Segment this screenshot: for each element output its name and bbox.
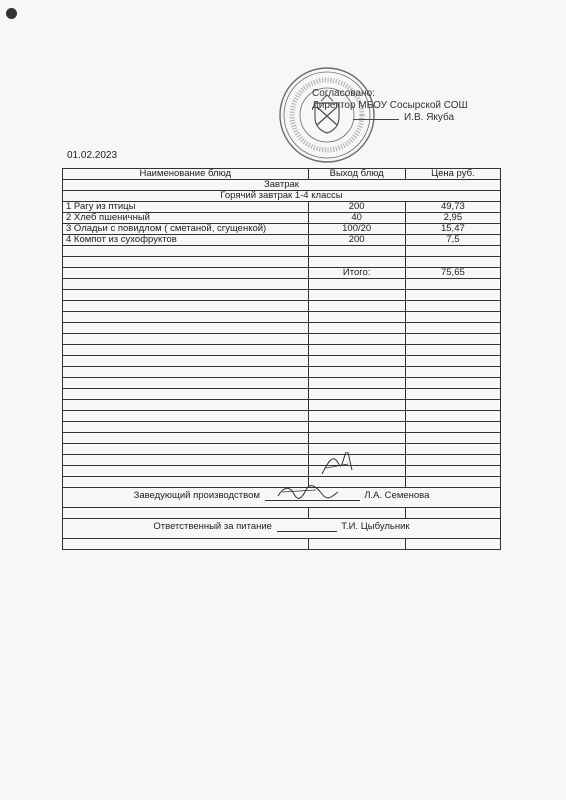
empty-row — [63, 367, 501, 378]
table-row — [63, 202, 501, 213]
empty-row — [63, 290, 501, 301]
empty-row — [63, 246, 501, 257]
empty-row — [63, 400, 501, 411]
total-value: 75,65 — [405, 268, 500, 279]
production-name: Л.А. Семенова — [364, 490, 430, 501]
item-name: 3 Оладьи с повидлом ( сметаной, сгущенкой) — [63, 224, 309, 235]
empty-row — [63, 539, 501, 550]
approval-title: Согласовано: — [312, 88, 375, 99]
empty-row — [63, 508, 501, 519]
header-price: Цена руб. — [405, 169, 500, 180]
approval-name: И.В. Якуба — [404, 112, 455, 123]
nutrition-label: Ответственный за питание — [153, 521, 272, 532]
empty-row — [63, 323, 501, 334]
signature-nutrition — [63, 519, 501, 539]
header-dish-name: Наименование блюд — [63, 169, 309, 180]
item-price: 49,73 — [405, 202, 500, 213]
nutrition-signature-line — [277, 531, 337, 532]
item-price: 7,5 — [405, 235, 500, 246]
table-header-row — [63, 169, 501, 180]
empty-row — [63, 455, 501, 466]
item-name: 2 Хлеб пшеничный — [63, 213, 309, 224]
signature-row-nutrition — [63, 519, 501, 539]
header-yield: Выход блюд — [308, 169, 405, 180]
nutrition-name: Т.И. Цыбульник — [341, 521, 410, 532]
total-label: Итого: — [308, 268, 405, 279]
empty-row — [63, 312, 501, 323]
empty-row — [63, 334, 501, 345]
empty-row — [63, 466, 501, 477]
empty-row — [63, 444, 501, 455]
section-row — [63, 180, 501, 191]
item-price: 2,95 — [405, 213, 500, 224]
item-yield: 100/20 — [308, 224, 405, 235]
empty-row — [63, 422, 501, 433]
item-yield: 40 — [308, 213, 405, 224]
production-signature-scribble — [318, 452, 358, 478]
total-row — [63, 268, 501, 279]
table-row — [63, 224, 501, 235]
item-yield: 200 — [308, 202, 405, 213]
nutrition-signature-scribble — [276, 482, 340, 502]
empty-row — [63, 389, 501, 400]
document-date: 01.02.2023 — [67, 150, 118, 161]
punch-hole — [6, 8, 17, 19]
approval-signature-line — [353, 119, 399, 120]
section-title: Завтрак — [63, 180, 501, 191]
subsection-title: Горячий завтрак 1-4 классы — [63, 191, 501, 202]
empty-row — [63, 378, 501, 389]
subsection-row — [63, 191, 501, 202]
empty-row — [63, 345, 501, 356]
item-yield: 200 — [308, 235, 405, 246]
table-row — [63, 213, 501, 224]
item-name: 1 Рагу из птицы — [63, 202, 309, 213]
empty-row — [63, 257, 501, 268]
empty-row — [63, 356, 501, 367]
empty-row — [63, 433, 501, 444]
table-row — [63, 235, 501, 246]
production-label: Заведующий производством — [133, 490, 260, 501]
empty-row — [63, 301, 501, 312]
empty-row — [63, 411, 501, 422]
approval-director: Директор МБОУ Сосырской СОШ — [312, 100, 468, 111]
empty-row — [63, 279, 501, 290]
item-price: 15,47 — [405, 224, 500, 235]
item-name: 4 Компот из сухофруктов — [63, 235, 309, 246]
